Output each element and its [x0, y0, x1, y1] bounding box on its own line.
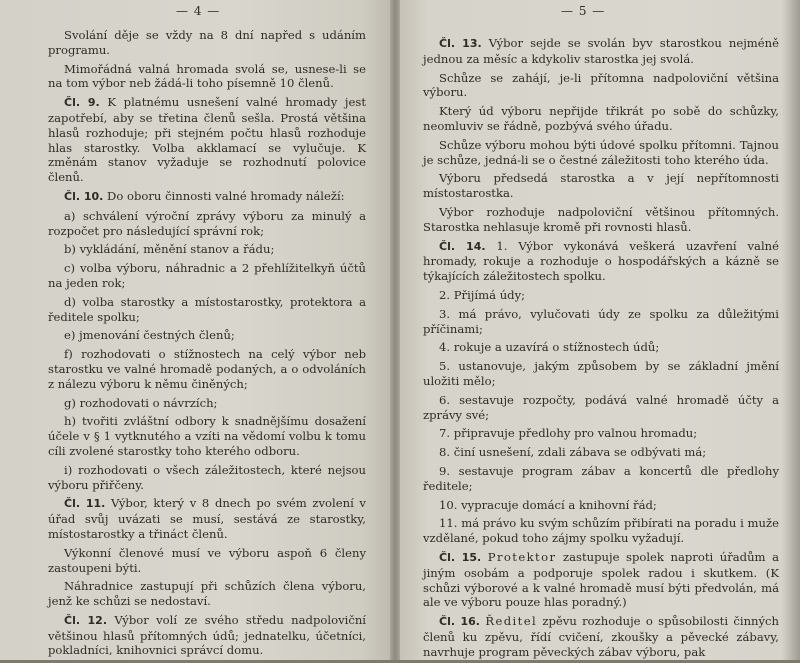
- article-heading: Čl. 9.: [64, 96, 100, 110]
- article-heading: Čl. 16.: [439, 615, 480, 629]
- list-item: 9. sestavuje program zábav a koncertů dle předlohy ředitele;: [423, 463, 779, 493]
- page-edge-shadow: [782, 0, 800, 660]
- page-number: — 4 —: [176, 4, 221, 18]
- page-number: — 5 —: [561, 4, 606, 18]
- list-item: i) rozhodovati o všech záležitostech, které nejsou výboru přiřčeny.: [48, 462, 366, 492]
- book-gutter: [390, 0, 400, 660]
- paragraph: Do oboru činnosti valné hromady náleží:: [107, 188, 345, 203]
- paragraph: Náhradnice zastupují při schůzích člena výboru, jenž ke schůzi se nedostaví.: [48, 579, 366, 609]
- article-11: [48, 496, 366, 541]
- list-item: b) vykládání, měnění stanov a řádu;: [64, 242, 275, 257]
- list-item: e) jmenování čestných členů;: [64, 328, 235, 343]
- paragraph: Výbor, který v 8 dnech po svém zvolení v úřad svůj uvázati se musí, sestává ze starostky, místostarostky a třináct členů.: [48, 496, 366, 541]
- paragraph: Výbor volí ze svého středu nadpoloviční většinou hlasů přítomných údů; jednatelku, účetníci, pokladníci, knihovnici správcí domu.: [48, 612, 366, 658]
- article-13: [423, 36, 779, 67]
- left-text-column: [48, 28, 366, 662]
- list-item: g) rozhodovati o návrzích;: [64, 395, 218, 410]
- list-item: f) rozhodovati o stížnostech na celý výbor neb starostku ve valné hromadě podaných, a o odvoláních z nálezu výboru k němu činěných;: [48, 347, 366, 391]
- article-12: [48, 613, 366, 658]
- right-page: [397, 0, 800, 660]
- list-item: 3. má právo, vylučovati údy ze spolku za důležitými příčinami;: [423, 306, 779, 336]
- article-heading: Čl. 14.: [439, 239, 486, 253]
- article-heading: Čl. 13.: [439, 37, 482, 50]
- list-item: 2. Přijímá údy;: [439, 287, 526, 302]
- paragraph: zpěvu rozhoduje o spůsobilosti činných členů ku zpěvu, řídí cvičení, zkoušky a pěvecké zábavy, navrhuje program pěveckých zábav výboru, pak: [423, 614, 780, 659]
- right-text-column: [423, 36, 779, 663]
- list-item: 4. rokuje a uzavírá o stížnostech údů;: [439, 340, 660, 355]
- list-item: 11. má právo ku svým schůzím přibírati na poradu i muže vzdělané, pokud toho zájmy spolku vyžadují.: [423, 516, 779, 546]
- paragraph: Výboru předsedá starostka a v její nepřítomnosti místostarostka.: [423, 171, 779, 201]
- left-page: [0, 0, 393, 660]
- spaced-word: Ředitel: [485, 614, 538, 629]
- paragraph: Výkonní členové musí ve výboru aspoň 6 členy zastoupeni býti.: [48, 545, 366, 575]
- article-16: [423, 614, 779, 659]
- article-heading: Čl. 15.: [439, 550, 482, 564]
- list-item: 10. vypracuje domácí a knihovní řád;: [439, 497, 657, 512]
- list-item: 7. připravuje předlohy pro valnou hromadu;: [439, 426, 698, 441]
- list-item: d) volba starostky a místostarostky, protektora a ředitele spolku;: [48, 294, 366, 324]
- article-heading: Čl. 11.: [64, 497, 106, 511]
- list-item: h) tvořiti zvláštní odbory k snadnějšímu dosažení účele v § 1 vytknutého a vzíti na vědomí volbu k tomu cíli zvolené starostky toho kterého odboru.: [48, 414, 366, 458]
- list-item: 5. ustanovuje, jakým způsobem by se základní jmění uložiti mělo;: [423, 359, 779, 388]
- paragraph: zastupuje spolek naproti úřadům a jiným osobám a podporuje spolek radou i skutkem. (K schůzi výborové a k valné hromadě musí býti předvolán, má ale ve výboru pouze hlas poradný.): [423, 549, 780, 610]
- paragraph: Schůze výboru mohou býti údové spolku přítomni. Tajnou je schůze, jedná-li se o čestné záležitosti toho kterého úda.: [423, 137, 779, 167]
- article-heading: Čl. 12.: [64, 613, 108, 627]
- article-14: [423, 239, 779, 284]
- list-item: 8. činí usnešení, zdali zábava se odbývati má;: [439, 445, 707, 460]
- article-15: [423, 550, 779, 610]
- list-item: c) volba výboru, náhradnic a 2 přehlížitelkyň účtů na jeden rok;: [48, 261, 366, 290]
- paragraph: K platnému usnešení valné hromady jest zapotřebí, aby se třetina členů sešla. Prostá většina hlasů rozhoduje; při stejném počtu hlasů rozhoduje hlas starostky. Volba akklamací se vylučuje. K změnám stanov vyžaduje se rozhodnutí polovice členů.: [48, 95, 366, 185]
- paragraph: Který úd výboru nepřijde třikrát po sobě do schůzky, neomluviv se řádně, pozbývá svého úřadu.: [423, 104, 779, 133]
- paragraph: 1. Výbor vykonává veškerá uzavření valné hromady, rokuje a rozhoduje o hospodářských a kázně se týkajících záležitostech spolku.: [423, 238, 779, 284]
- list-item: 6. sestavuje rozpočty, podává valné hromadě účty a zprávy své;: [423, 392, 779, 422]
- paragraph: Svolání děje se vždy na 8 dní napřed s udáním programu.: [48, 28, 366, 57]
- spaced-word: Protektor: [487, 549, 557, 564]
- paragraph: Schůze se zahájí, je-li přítomna nadpoloviční většina výboru.: [423, 70, 779, 100]
- article-heading: Čl. 10.: [64, 189, 104, 203]
- article-9: [48, 95, 366, 185]
- paragraph: Výbor rozhoduje nadpoloviční většinou přítomných. Starostka nehlasuje kromě při rovnosti hlasů.: [423, 204, 779, 234]
- paragraph: Mimořádná valná hromada svolá se, usnese-li se na tom výbor neb žádá-li toho písemně 10 členů.: [48, 61, 366, 91]
- list-item: a) schválení výroční zprávy výboru za minulý a rozpočet pro následující správní rok;: [48, 208, 366, 238]
- paragraph: Výbor sejde se svolán byv starostkou nejméně jednou za měsíc a kdykoliv starostka jej svolá.: [423, 36, 779, 66]
- article-10: [48, 189, 366, 205]
